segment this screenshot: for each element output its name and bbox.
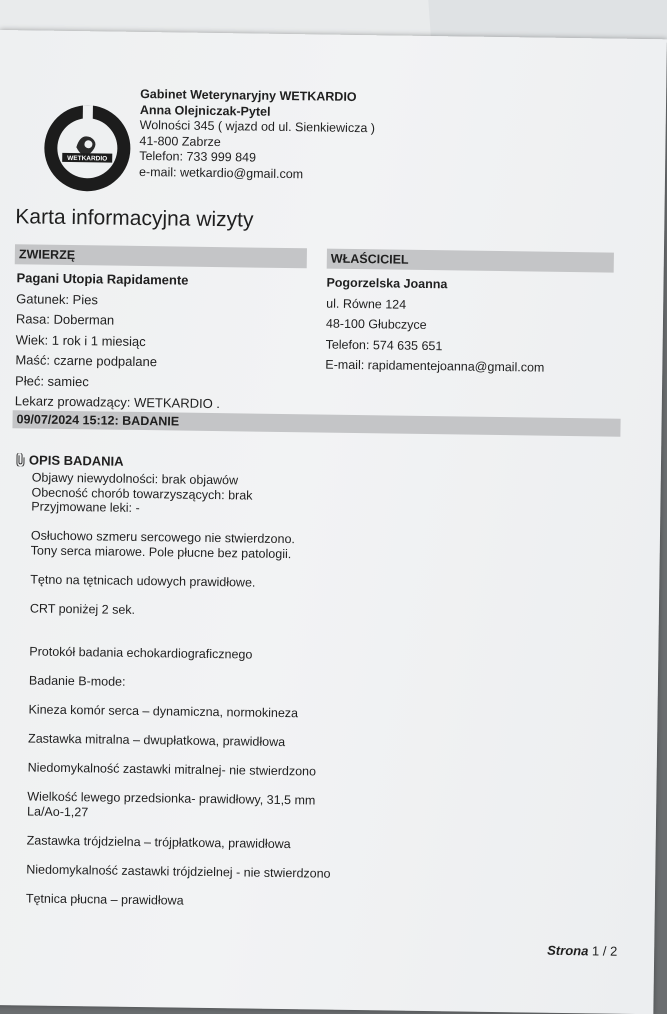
clinic-city: 41-800 Zabrze [139,133,221,149]
owner-name: Pogorzelska Joanna [326,275,448,292]
clinic-phone: Telefon: 733 999 849 [139,148,257,165]
clinic-info [139,87,376,183]
animal-color: Maść: czarne podpalane [15,352,158,370]
exam-description [26,470,336,909]
owner-email: E-mail: rapidamentejoanna@gmail.com [325,357,545,375]
animal-info [15,268,222,414]
owner-street: ul. Równe 124 [326,296,407,312]
animal-name: Pagani Utopia Rapidamente [16,270,189,288]
exam-line: Tętno na tętnicach udowych prawidłowe. [30,571,256,590]
clinic-email: e-mail: wetkardio@gmail.com [138,164,304,181]
exam-line: CRT poniżej 2 sek. [29,600,136,617]
exam-section-label: OPIS BADANIA [28,452,124,469]
logo-text: WETKARDIO [67,154,108,163]
exam-line: Tony serca miarowe. Pole płucne bez patologii. [30,542,292,561]
clinic-street: Wolności 345 ( wjazd od ul. Sienkiewicza ) [139,117,376,136]
document-page [0,30,667,1014]
owner-city: 48-100 Głubczyce [325,316,427,332]
clinic-doctor: Anna Olejniczak-Pytel [139,102,271,119]
owner-phone: Telefon: 574 635 651 [325,337,443,353]
exam-line: Zastawka mitralna – dwupłatkowa, prawidłowa [28,731,286,750]
clinic-name: Gabinet Weterynaryjny WETKARDIO [140,86,357,104]
page-label: Strona [547,942,589,959]
animal-age: Wiek: 1 rok i 1 miesiąc [15,331,146,349]
exam-line: Objawy niewydolności: brak objawów [31,470,239,488]
animal-species: Gatunek: Pies [16,290,99,307]
page-title: Karta informacyjna wizyty [15,205,254,232]
page-number: 1 / 2 [591,943,618,959]
exam-line: Niedomykalność zastawki trójdzielnej - nie stwierdzono [26,861,331,881]
animal-header: ZWIERZĘ [15,244,307,268]
exam-line: Tętnica płucna – prawidłowa [25,890,184,908]
exam-line: Zastawka trójdzielna – trójpłatkowa, prawidłowa [26,832,291,851]
paperclip-icon [16,453,25,466]
owner-header: WŁAŚCICIEL [327,249,614,273]
exam-line: Wielkość lewego przedsionka- prawidłowy, 31,5 mm [27,789,316,808]
exam-line: Kineza komór serca – dynamiczna, normokineza [28,702,299,721]
animal-sex: Płeć: samiec [15,372,89,389]
exam-line: Osłuchowo szmeru sercowego nie stwierdzono. [30,528,296,547]
animal-breed: Rasa: Doberman [15,311,115,328]
exam-line: Obecność chorób towarzyszących: brak [31,484,253,503]
exam-line: Przyjmowane leki: - [31,499,140,515]
attending-vet: Lekarz prowadzący: WETKARDIO . [14,393,221,412]
owner-info [325,273,545,379]
exam-line: Badanie B-mode: [28,673,126,689]
exam-line: Niedomykalność zastawki mitralnej- nie stwierdzono [27,760,317,779]
exam-line: La/Ao-1,27 [27,803,89,819]
exam-section-title [16,452,124,469]
visit-header: 09/07/2024 15:12: BADANIE [12,410,620,436]
page-footer [547,943,617,959]
clinic-logo [42,103,133,194]
exam-line: Protokół badania echokardiograficznego [29,644,253,662]
